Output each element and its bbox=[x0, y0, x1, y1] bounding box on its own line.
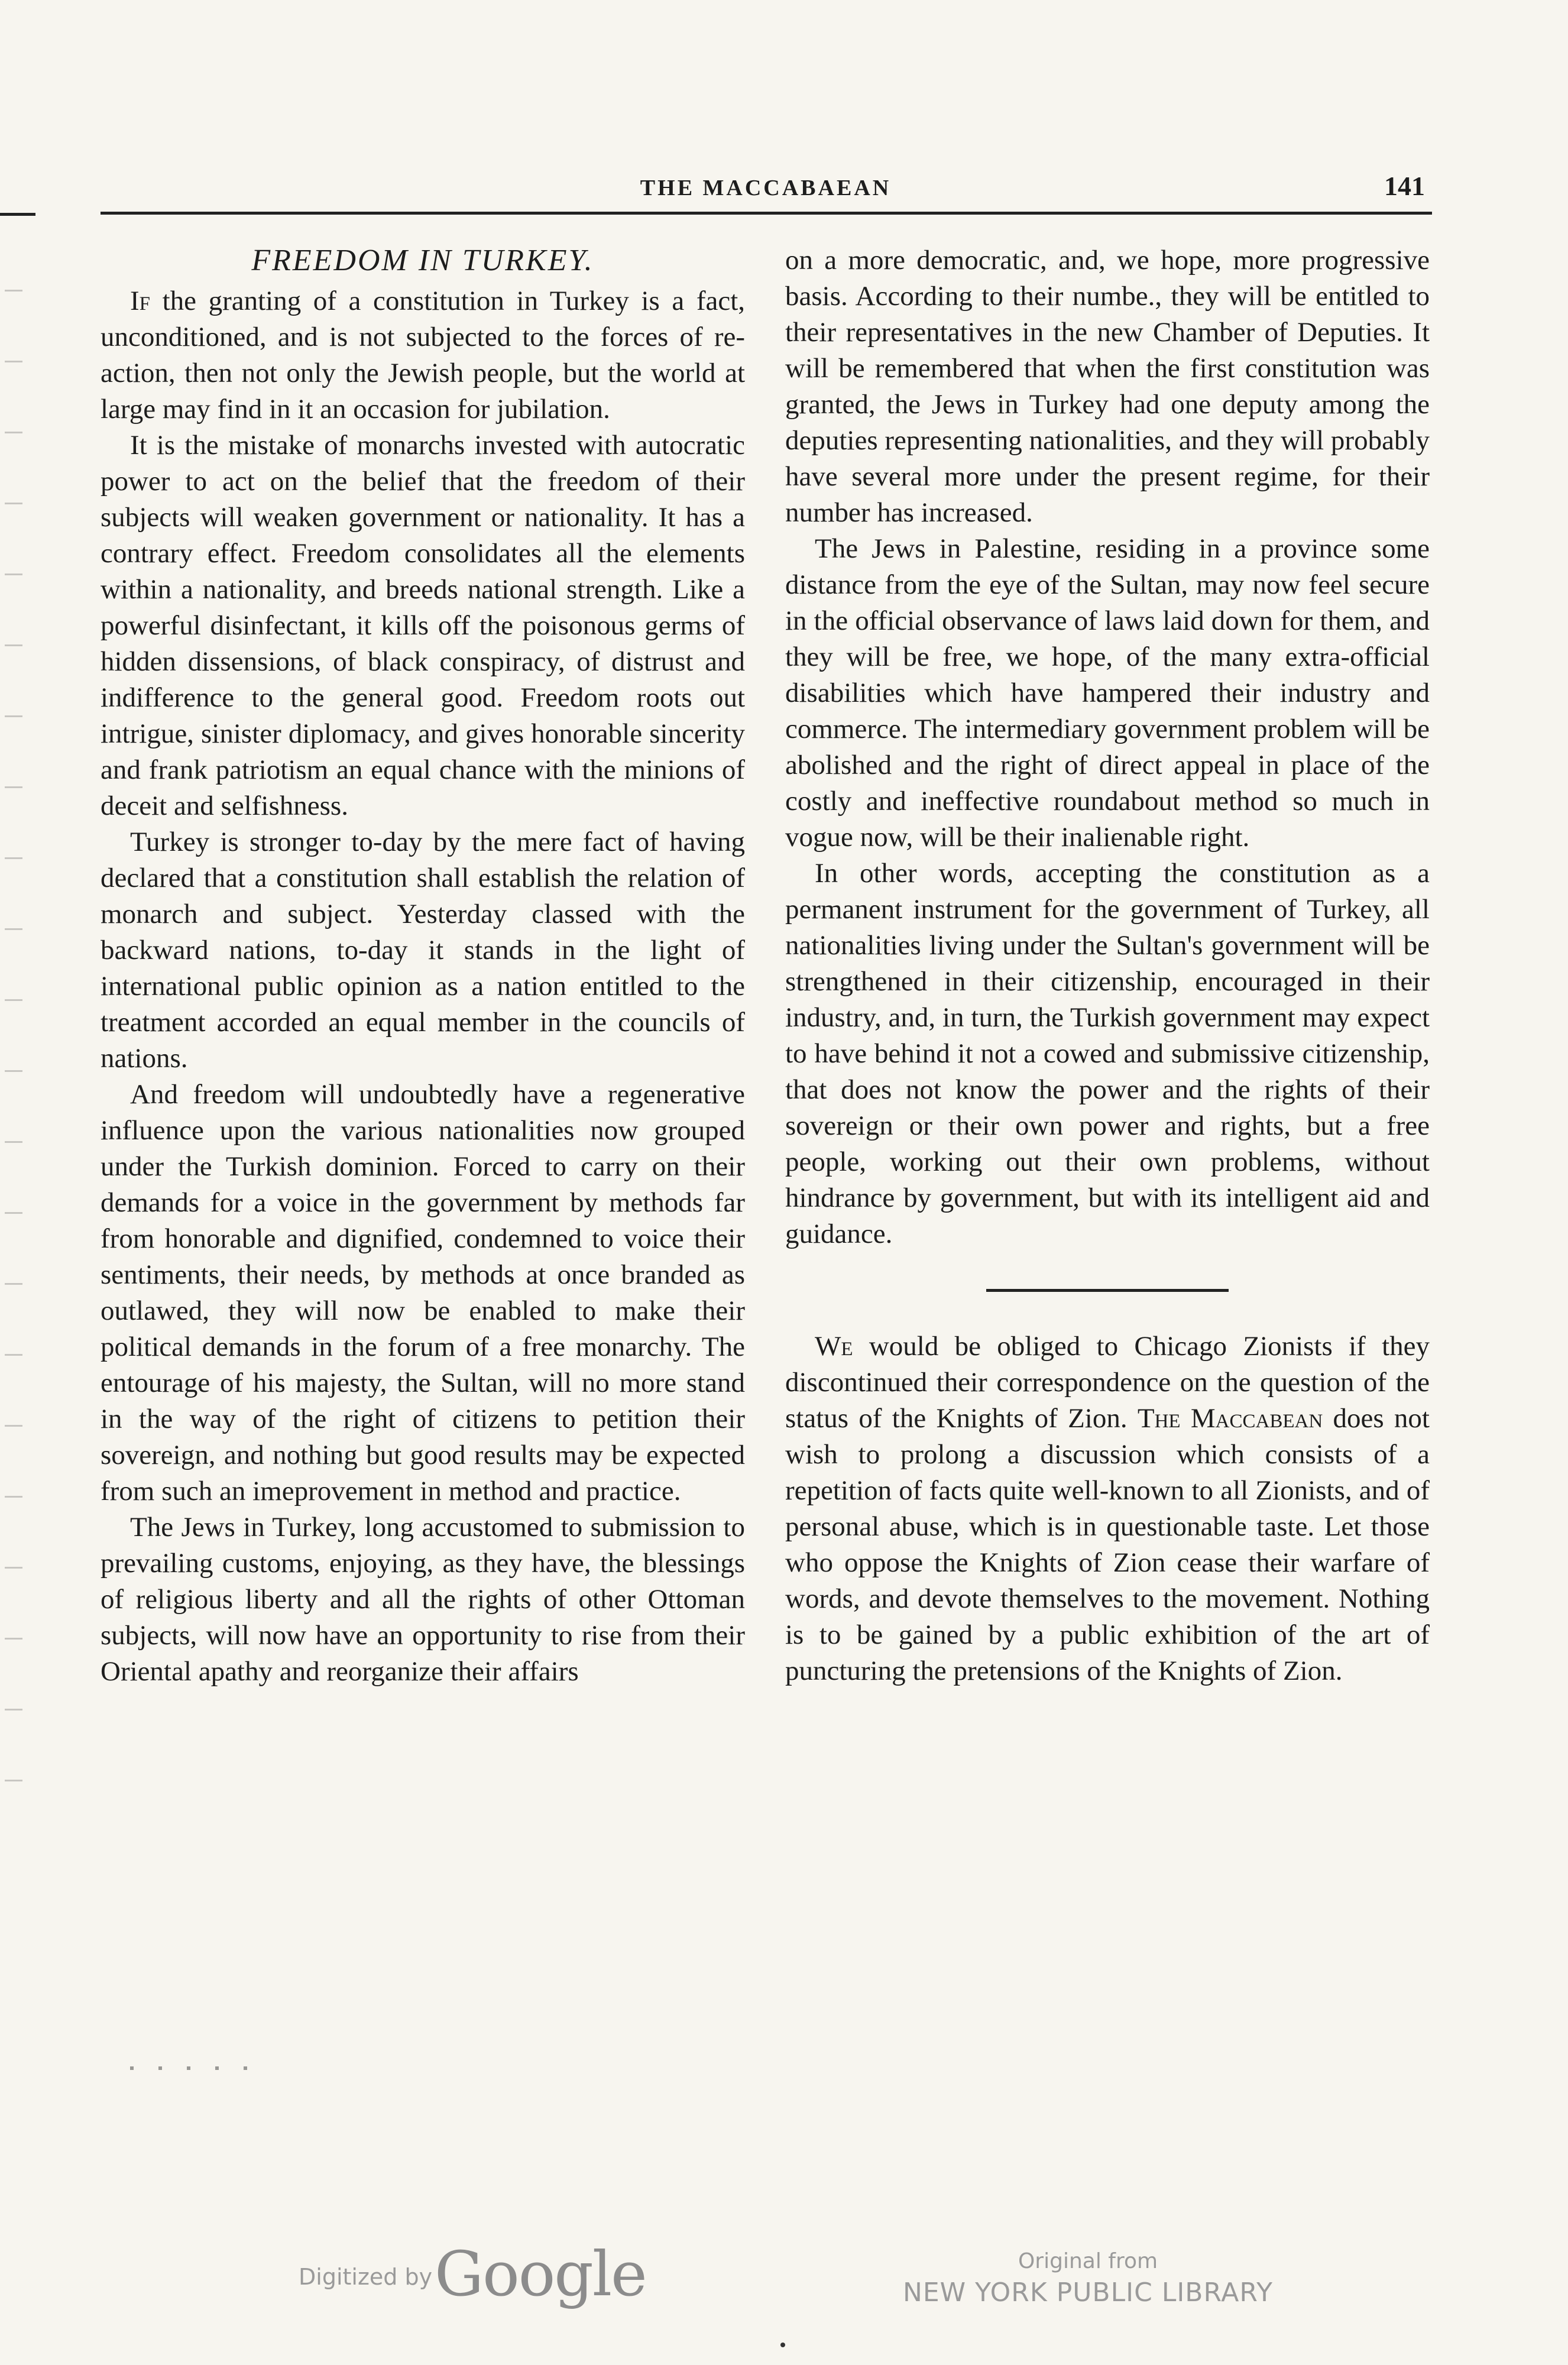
section-divider bbox=[986, 1289, 1229, 1292]
left-column bbox=[101, 242, 745, 1690]
paragraph-text: does not wish to prolong a discussion which consists of a repetition of facts quite well-known to all Zionists, and of personal abuse, which is in questionable taste. Let those who oppose the Knights of Zion cease their warfare of words, and devote themselves to the movement. Nothing is to be gained by a public exhibition of the art of puncturing the pretensions of the Knights of Zion. bbox=[785, 1403, 1430, 1686]
paragraph: The Jews in Turkey, long accustomed to submission to prevailing customs, enjoying, as they have, the blessings of religious liberty and all the rights of other Ottoman subjects, will now have an opportunity to rise from their Oriental apathy and reorganize their affairs bbox=[101, 1512, 745, 1687]
running-title: THE MACCABAEAN bbox=[640, 176, 892, 200]
paragraph-text: the granting of a constitution in Turkey is a fact, unconditioned, and is not subjected to the forces of re-action, then not only the Jewish people, but the world at large may find in it an occasion for jubilation. bbox=[101, 286, 745, 425]
drop-lead: We bbox=[815, 1331, 853, 1362]
editorial-note bbox=[785, 1329, 1430, 1689]
publication-name: The Maccabean bbox=[1137, 1403, 1323, 1434]
article-title: FREEDOM IN TURKEY. bbox=[251, 244, 594, 277]
paragraph: The Jews in Palestine, residing in a province some distance from the eye of the Sultan, may now feel secure in the official observance of laws laid down for them, and they will be free, we hope, of the many extra-official disabilities which have hampered their industry and commerce. The intermediary government problem will be abolished and the right of direct appeal in place of the costly and ineffective roundabout method so much in vogue now, will be their inalienable right. bbox=[785, 533, 1430, 853]
source-watermark bbox=[899, 2247, 1277, 2309]
footer-scan-marks bbox=[130, 2066, 272, 2070]
original-from-text: Original from bbox=[1018, 2249, 1158, 2273]
paragraph: It is the mistake of monarchs invested with autocratic power to act on the belief that the freedom of their subjects will weaken government or nationality. It has a contrary effect. Freedom consolidates all the elements within a nationality, and breeds national strength. Like a powerful disinfectant, it kills off the poisonous germs of hidden dissensions, of black conspiracy, of distrust and indifference to the general good. Freedom roots out intrigue, sinister diplomacy, and gives honorable sincerity and frank patriotism an equal chance with the minions of deceit and selfishness. bbox=[101, 430, 745, 821]
paragraph: Turkey is stronger to-day by the mere fact of having declared that a constitution shall establish the relation of monarch and subject. Yesterday classed with the backward nations, to-day it stands in the light of international public opinion as a nation entitled to the treatment accorded an equal member in the councils of nations. bbox=[101, 827, 745, 1074]
scan-mark bbox=[780, 2343, 785, 2347]
paragraph: And freedom will undoubtedly have a regenerative influence upon the various nationalities now grouped under the Turkish dominion. Forced to carry on their demands for a voice in the government by methods far from honorable and dignified, condemned to voice their sentiments, their needs, by methods at once branded as outlawed, they will now be enabled to make their political demands in the forum of a free monarchy. The entourage of his majesty, the Sultan, will no more stand in the way of the right of citizens to petition their sovereign, and nothing but good results may be expected from such an imeprovement in method and practice. bbox=[101, 1079, 745, 1507]
page-number: 141 bbox=[1384, 171, 1425, 201]
margin-rule bbox=[0, 213, 35, 216]
right-column bbox=[785, 242, 1430, 1689]
paragraph: In other words, accepting the constitution as a permanent instrument for the government of Turkey, all nationalities living under the Sultan's government will be strengthened in their citizenship, encouraged in their industry, and, in turn, the Turkish government may expect to have behind it not a cowed and submissive citizenship, that does not know the power and the rights of their sovereign or their own power and rights, but a free people, working out their own problems, without hindrance by government, but with its intelligent aid and guidance. bbox=[785, 858, 1430, 1249]
library-name: NEW YORK PUBLIC LIBRARY bbox=[902, 2277, 1274, 2308]
paragraph bbox=[101, 283, 745, 427]
drop-lead: If bbox=[130, 286, 151, 316]
digitized-by-text: Digitized by bbox=[299, 2264, 433, 2290]
margin-scan-marks bbox=[5, 254, 22, 1851]
paragraph: on a more democratic, and, we hope, more progressive basis. According to their numbe., they will be entitled to their representatives in the new Chamber of Deputies. It will be remembered that when the first constitution was granted, the Jews in Turkey had one deputy among the deputies representing nationalities, and they will probably have several more under the present regime, for their number has increased. bbox=[785, 245, 1430, 528]
google-logo: Google bbox=[435, 2238, 646, 2310]
digitized-watermark bbox=[299, 2238, 653, 2309]
paragraph-text: would be obliged to Chicago Zionists if they discontinued their correspondence on the question of the status of the Knights of Zion. bbox=[785, 1331, 1430, 1434]
header-rule bbox=[101, 212, 1432, 215]
page-header bbox=[101, 171, 1431, 206]
